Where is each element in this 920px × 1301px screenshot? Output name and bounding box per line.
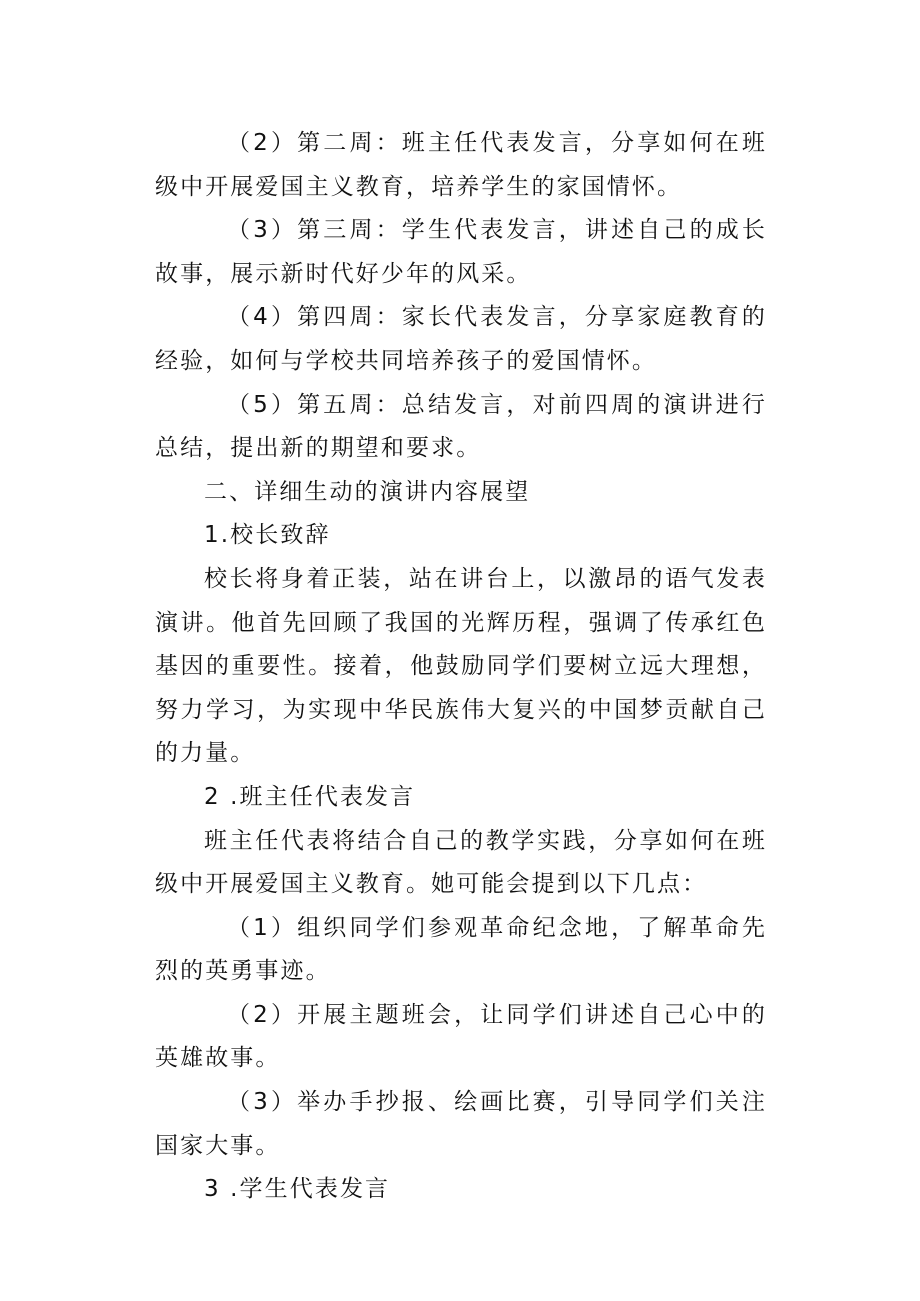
list-item-week-4: （4）第四周：家长代表发言，分享家庭教育的经验，如何与学校共同培养孩子的爱国情怀。 — [155, 304, 767, 374]
list-item-week-5: （5）第五周：总结发言，对前四周的演讲进行总结，提出新的期望和要求。 — [155, 391, 767, 462]
list-item-week-2: （2）第二周：班主任代表发言，分享如何在班级中开展爱国主义教育，培养学生的家国情怀。 — [155, 130, 767, 200]
list-item-point-2: （2）开展主题班会，让同学们讲述自己心中的英雄故事。 — [155, 1001, 767, 1072]
list-item-week-3: （3）第三周：学生代表发言，讲述自己的成长故事，展示新时代好少年的风采。 — [155, 217, 767, 287]
list-item-point-3: （3）举办手抄报、绘画比赛，引导同学们关注国家大事。 — [155, 1089, 767, 1159]
document-body — [155, 122, 767, 1212]
paragraph-teacher-speech: 班主任代表将结合自己的教学实践，分享如何在班级中开展爱国主义教育。她可能会提到以下几点： — [155, 827, 767, 898]
subheading-student-speech: 3 .学生代表发言 — [204, 1176, 391, 1203]
list-item-point-1: （1）组织同学们参观革命纪念地，了解革命先烈的英勇事迹。 — [155, 914, 767, 985]
paragraph-principal-speech: 校长将身着正装，站在讲台上，以激昂的语气发表演讲。他首先回顾了我国的光辉历程，强调了传承红色基因的重要性。接着，他鼓励同学们要树立远大理想，努力学习，为实现中华民族伟大复兴的中国梦贡献自己的力量。 — [155, 565, 767, 767]
subheading-teacher-speech: 2 .班主任代表发言 — [204, 783, 416, 810]
section-heading: 二、详细生动的演讲内容展望 — [204, 478, 531, 505]
subheading-principal-speech: 1.校长致辞 — [204, 522, 331, 549]
